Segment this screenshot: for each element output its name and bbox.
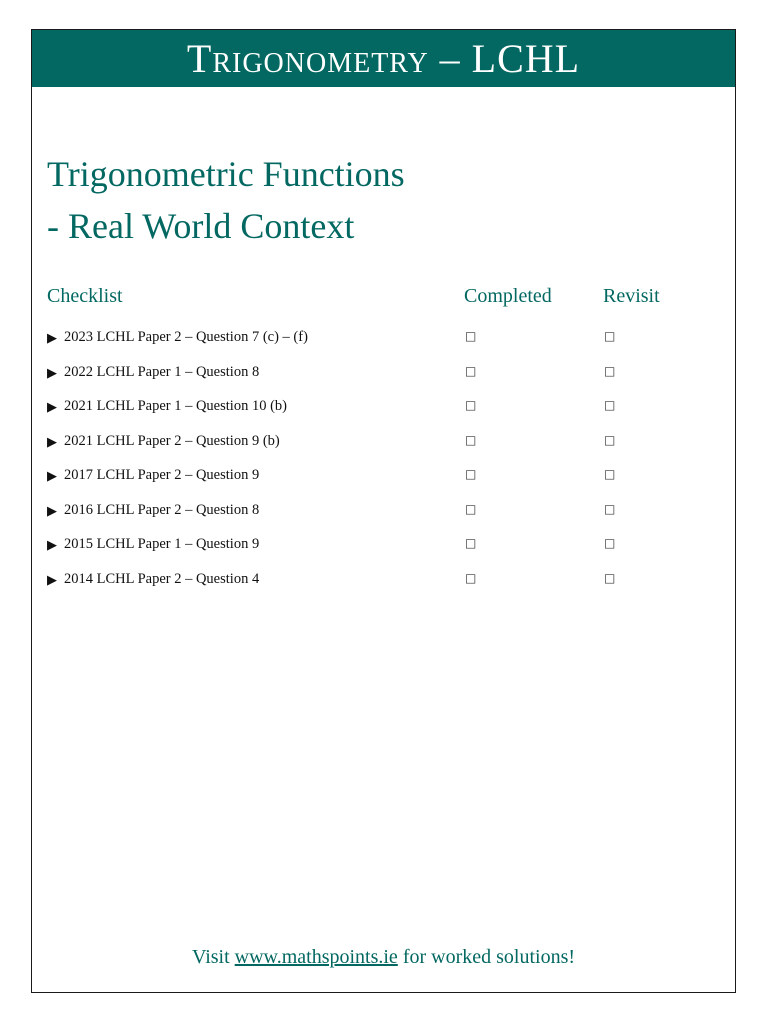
list-item (47, 397, 707, 432)
heading-line-1: Trigonometric Functions (47, 154, 405, 194)
document-title: Trigonometry – LCHL (186, 35, 581, 81)
section-heading (47, 148, 405, 252)
revisit-checkbox[interactable]: □ (604, 570, 616, 585)
document-page (31, 29, 736, 993)
completed-checkbox[interactable]: □ (465, 329, 477, 343)
footer-prefix: Visit (191, 946, 235, 968)
triangle-bullet-icon: ▶ (47, 571, 57, 587)
list-item (47, 570, 707, 605)
column-header-checklist: Checklist (47, 285, 123, 307)
completed-checkbox[interactable]: □ (465, 570, 477, 585)
revisit-checkbox[interactable]: □ (604, 432, 616, 447)
triangle-bullet-icon: ▶ (47, 468, 57, 483)
revisit-checkbox[interactable]: □ (604, 536, 616, 550)
item-label: 2021 LCHL Paper 1 – Question 10 (b) (64, 398, 287, 414)
triangle-bullet-icon: ▶ (47, 330, 57, 345)
heading-line-2: - Real World Context (47, 206, 355, 246)
triangle-bullet-icon: ▶ (47, 364, 57, 380)
completed-checkbox[interactable]: □ (465, 432, 477, 447)
completed-checkbox[interactable]: □ (465, 536, 477, 550)
list-item (47, 363, 707, 398)
item-label: 2017 LCHL Paper 2 – Question 9 (64, 467, 260, 483)
footer-note (32, 946, 735, 969)
list-item (47, 432, 707, 467)
revisit-checkbox[interactable]: □ (604, 398, 616, 412)
list-item (47, 466, 707, 501)
triangle-bullet-icon: ▶ (47, 433, 57, 449)
column-header-completed: Completed (464, 285, 552, 307)
list-item (47, 535, 707, 570)
item-label: 2023 LCHL Paper 2 – Question 7 (c) – (f) (64, 329, 308, 345)
list-item (47, 501, 707, 536)
checklist-list (47, 328, 707, 604)
triangle-bullet-icon: ▶ (47, 502, 57, 518)
column-header-revisit: Revisit (603, 285, 660, 307)
revisit-checkbox[interactable]: □ (604, 501, 616, 516)
website-link[interactable]: www.mathspoints.ie (234, 946, 398, 968)
revisit-checkbox[interactable]: □ (604, 467, 616, 481)
title-banner (32, 30, 735, 87)
completed-checkbox[interactable]: □ (465, 398, 477, 412)
item-label: 2016 LCHL Paper 2 – Question 8 (64, 501, 260, 518)
list-item (47, 328, 707, 363)
revisit-checkbox[interactable]: □ (604, 363, 616, 378)
completed-checkbox[interactable]: □ (465, 467, 477, 481)
completed-checkbox[interactable]: □ (465, 363, 477, 378)
item-label: 2022 LCHL Paper 1 – Question 8 (64, 363, 260, 380)
triangle-bullet-icon: ▶ (47, 399, 57, 414)
completed-checkbox[interactable]: □ (465, 501, 477, 516)
item-label: 2021 LCHL Paper 2 – Question 9 (b) (64, 432, 280, 449)
triangle-bullet-icon: ▶ (47, 537, 57, 552)
revisit-checkbox[interactable]: □ (604, 329, 616, 343)
footer-suffix: for worked solutions! (397, 946, 576, 968)
item-label: 2014 LCHL Paper 2 – Question 4 (64, 570, 260, 587)
item-label: 2015 LCHL Paper 1 – Question 9 (64, 536, 260, 552)
